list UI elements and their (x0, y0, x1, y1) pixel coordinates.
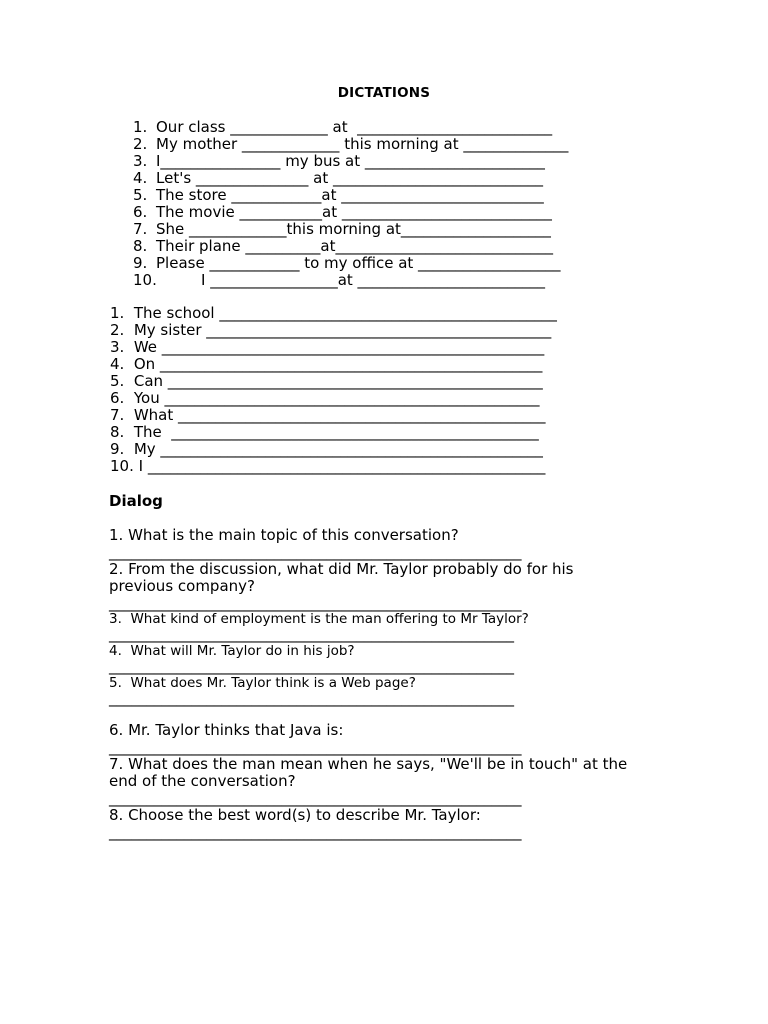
dictation-item (133, 136, 568, 153)
question-4: 4. What will Mr. Taylor do in his job? (109, 643, 355, 659)
answer-line-5[interactable]: ______________________________________________________ (109, 689, 514, 707)
answer-line-3[interactable]: ______________________________________________________ (109, 625, 514, 643)
dictation-item (133, 187, 544, 204)
item-text[interactable]: Our class _____________ at __________________________ (156, 118, 553, 136)
dictation-item (133, 238, 553, 255)
item-number: 10. (133, 271, 157, 289)
item-number: 4. (133, 169, 148, 187)
dictation-sentence-item[interactable]: 7. What _________________________________________________ (110, 406, 546, 424)
dictation-sentence-item[interactable]: 3. We ___________________________________________________ (110, 338, 545, 356)
answer-line-2[interactable]: _______________________________________________________ (109, 594, 522, 612)
item-text[interactable]: Let's _______________ at ____________________________ (156, 169, 544, 187)
answer-line-4[interactable]: ______________________________________________________ (109, 657, 514, 675)
item-number: 1. (133, 118, 148, 136)
question-6: 6. Mr. Taylor thinks that Java is: (109, 721, 344, 739)
dictation-sentence-item[interactable]: 6. You __________________________________________________ (110, 389, 540, 407)
dictation-sentence-item[interactable]: 2. My sister ______________________________________________ (110, 321, 552, 339)
question-7-line-1: 7. What does the man mean when he says, "We'll be in touch" at the (109, 755, 628, 773)
item-text[interactable]: The store ____________at ___________________________ (156, 186, 544, 204)
item-number: 8. (133, 237, 148, 255)
dictation-item (133, 119, 552, 136)
question-5: 5. What does Mr. Taylor think is a Web page? (109, 675, 416, 691)
item-text[interactable]: She _____________this morning at____________________ (156, 220, 551, 238)
answer-line-8[interactable]: _______________________________________________________ (109, 823, 522, 841)
item-number: 3. (133, 152, 148, 170)
item-text[interactable]: My mother _____________ this morning at ______________ (156, 135, 569, 153)
question-1: 1. What is the main topic of this conversation? (109, 526, 459, 544)
dictation-sentence-item[interactable]: 9. My ___________________________________________________ (110, 440, 543, 458)
item-text[interactable]: I________________ my bus at ________________________ (156, 152, 545, 170)
item-text[interactable]: Their plane __________at_____________________________ (156, 237, 553, 255)
dialog-heading: Dialog (109, 492, 163, 510)
answer-line-7[interactable]: _______________________________________________________ (109, 789, 522, 807)
item-text[interactable]: I _________________at _________________________ (201, 271, 546, 289)
dictation-sentence-item[interactable]: 10. I _____________________________________________________ (110, 457, 546, 475)
dictation-sentence-item[interactable]: 5. Can __________________________________________________ (110, 372, 543, 390)
dictation-sentence-item[interactable]: 4. On ___________________________________________________ (110, 355, 543, 373)
question-2-line-1: 2. From the discussion, what did Mr. Taylor probably do for his (109, 560, 574, 578)
dictation-item (133, 204, 552, 221)
dictation-sentence-item[interactable]: 1. The school _____________________________________________ (110, 304, 557, 322)
item-number: 2. (133, 135, 148, 153)
dictation-item (133, 170, 543, 187)
question-2-line-2: previous company? (109, 577, 255, 595)
item-number: 6. (133, 203, 148, 221)
dictation-item (133, 153, 545, 170)
question-3: 3. What kind of employment is the man offering to Mr Taylor? (109, 611, 529, 627)
answer-line-6[interactable]: _______________________________________________________ (109, 738, 522, 756)
page-title: DICTATIONS (337, 85, 431, 101)
dictation-item (133, 272, 545, 289)
dictation-item (133, 221, 551, 238)
item-number: 9. (133, 254, 148, 272)
item-text[interactable]: Please ____________ to my office at ___________________ (156, 254, 561, 272)
question-7-line-2: end of the conversation? (109, 772, 296, 790)
answer-line-1[interactable]: _______________________________________________________ (109, 543, 522, 561)
dictation-item (133, 255, 561, 272)
item-number: 7. (133, 220, 148, 238)
item-text[interactable]: The movie ___________at ____________________________ (156, 203, 552, 221)
item-number: 5. (133, 186, 148, 204)
dictation-sentence-item[interactable]: 8. The _________________________________________________ (110, 423, 539, 441)
question-8: 8. Choose the best word(s) to describe Mr. Taylor: (109, 806, 481, 824)
